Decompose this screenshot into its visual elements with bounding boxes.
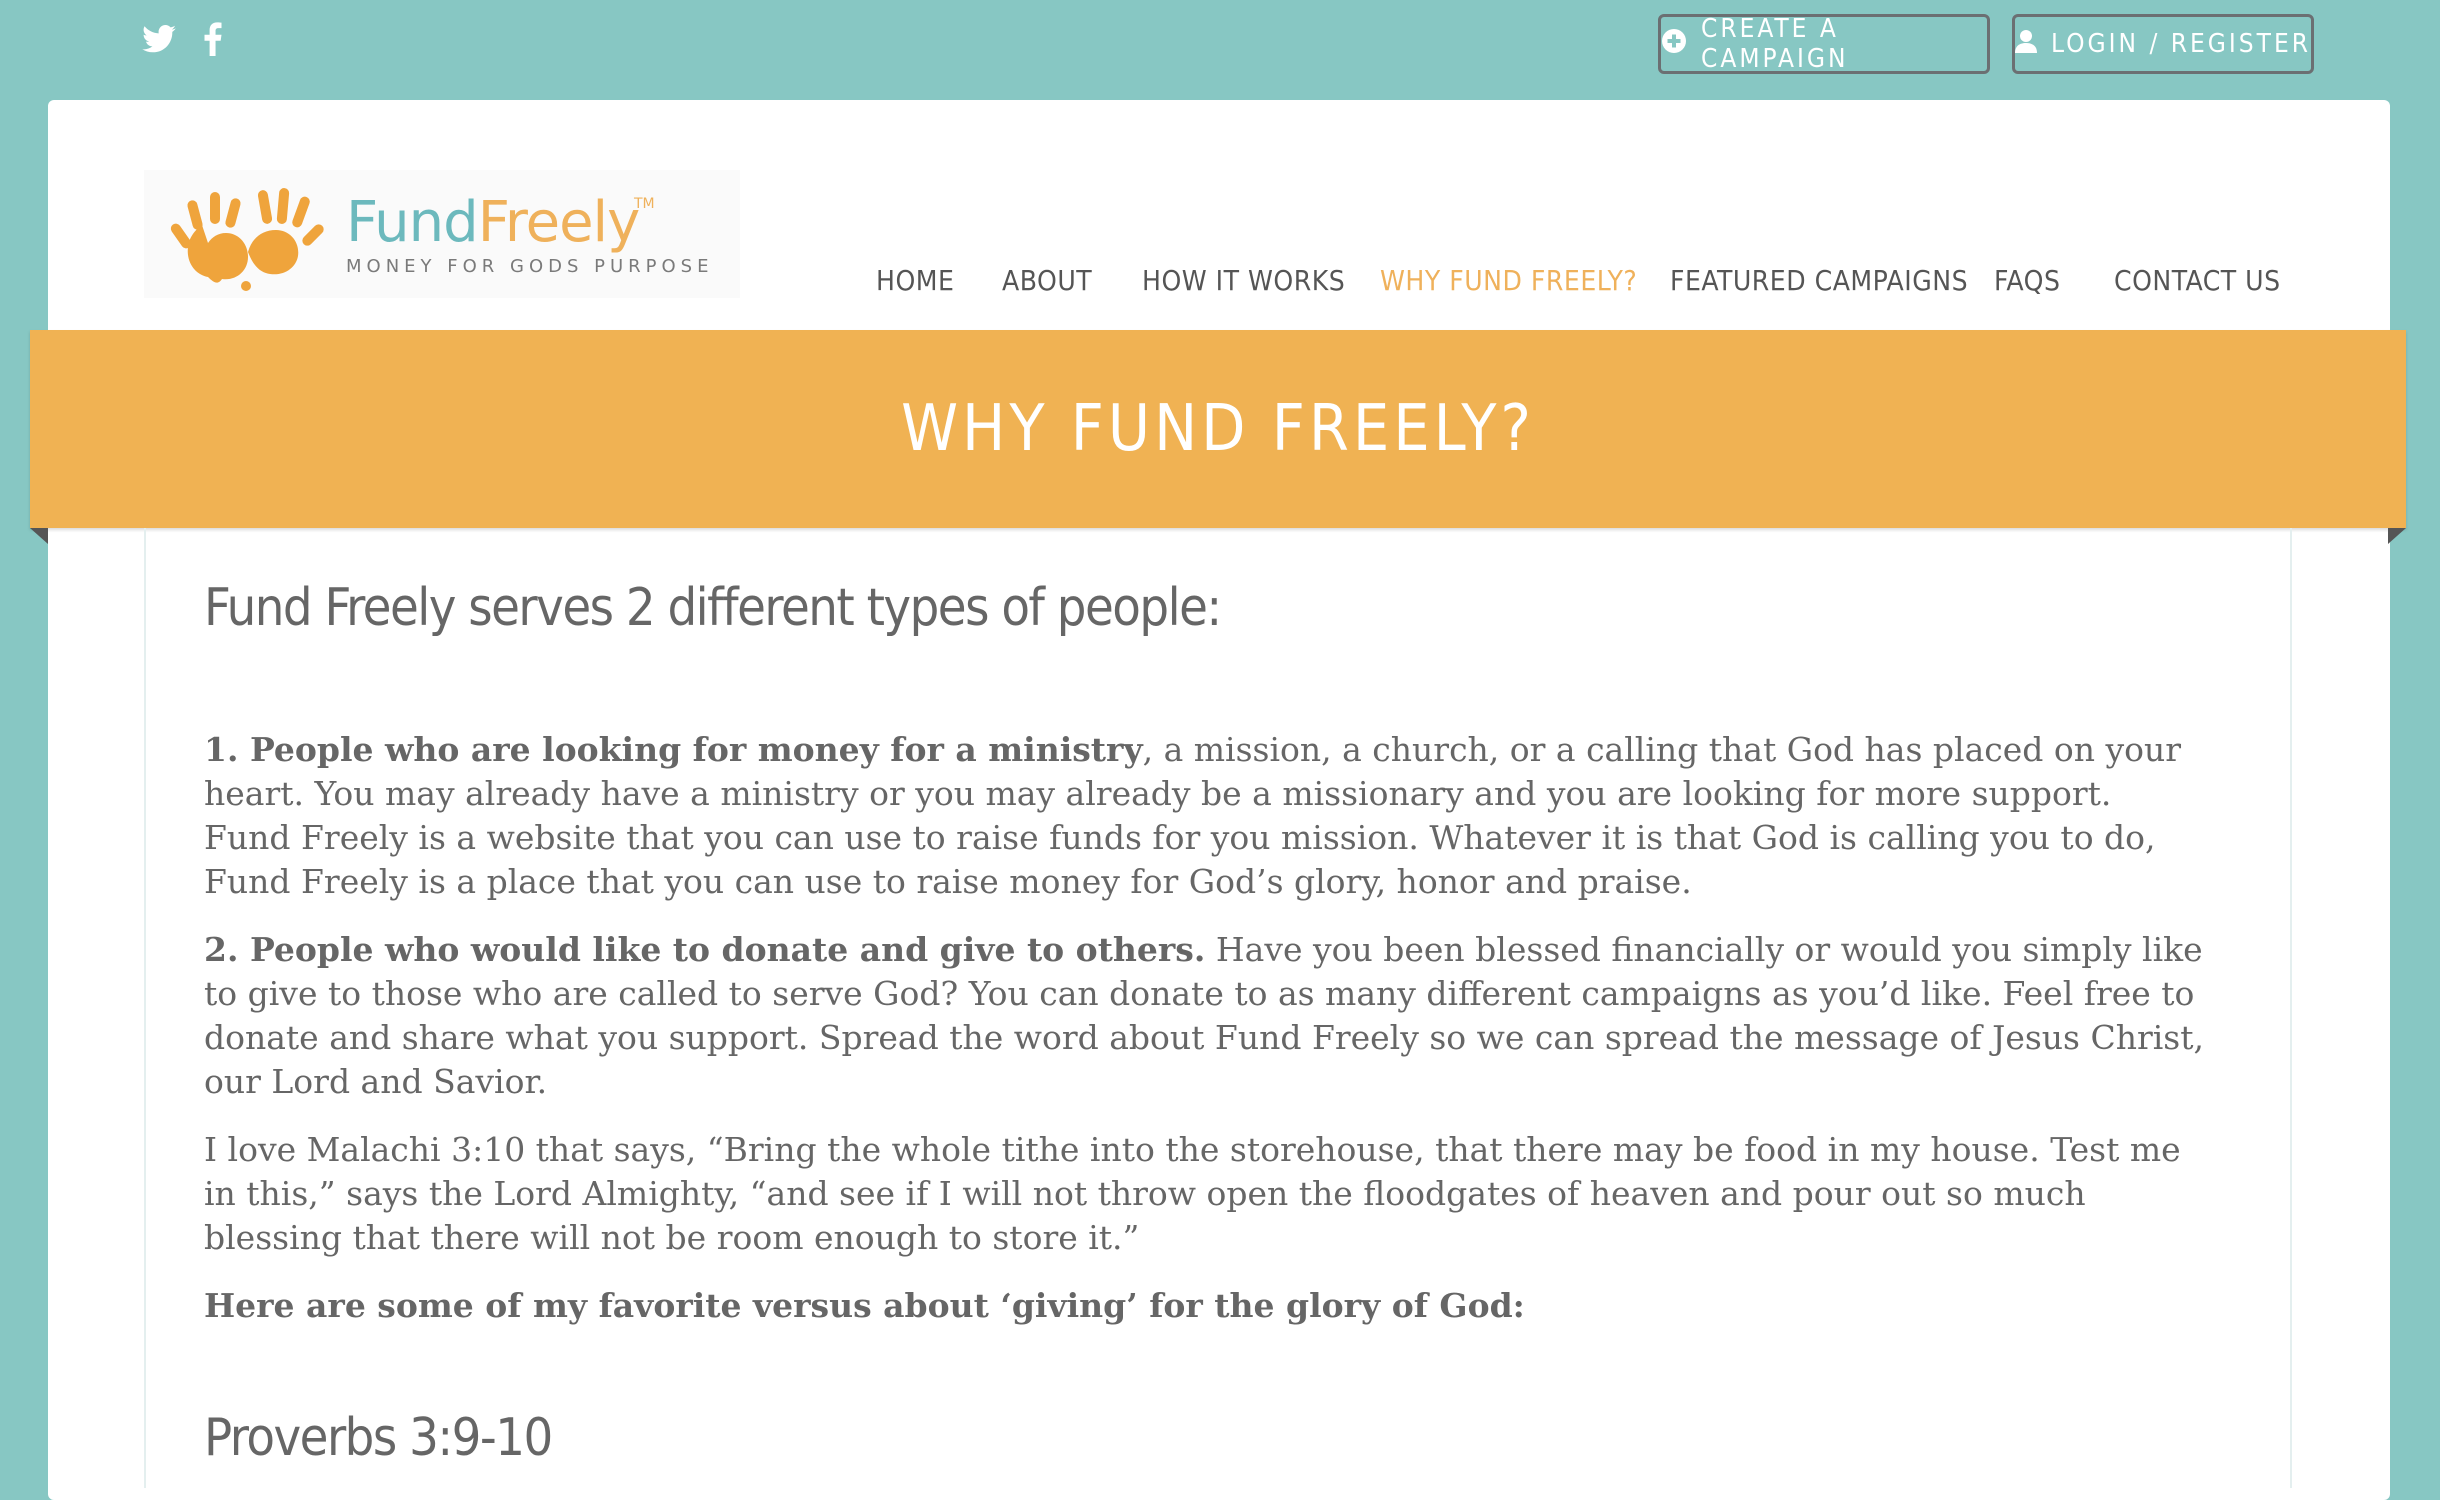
login-register-label: LOGIN / REGISTER: [2051, 29, 2311, 59]
verse-heading: Proverbs 3:9-10: [204, 1408, 552, 1468]
user-icon: [2015, 29, 2037, 60]
banner-fold-right: [2388, 528, 2406, 544]
paragraph-2: 2. People who would like to donate and give to others. Have you been blessed financially or would you simply like to give to those who are called to serve God? You can donate to as many different campaigns as you’d like. Feel free to donate and share what you support. Spread the word about Fund Freely so we can spread the message of Jesus Christ, our Lord and Savior.: [204, 930, 2204, 1101]
banner-fold-left: [30, 528, 48, 544]
login-register-button[interactable]: [2012, 14, 2314, 74]
social-links: [142, 22, 222, 61]
nav-faqs[interactable]: FAQS: [1994, 264, 2061, 297]
plus-circle-icon: [1661, 28, 1687, 61]
paragraph-3: I love Malachi 3:10 that says, “Bring the whole tithe into the storehouse, that there may be food in my house. Test me in this,” says the Lord Almighty, “and see if I will not throw open the floodgates of heaven and pour out so much blessing that there will not be room enough to store it.”: [204, 1130, 2181, 1257]
top-bar: [0, 0, 2440, 100]
nav-home[interactable]: HOME: [876, 264, 955, 297]
nav-about[interactable]: ABOUT: [1002, 264, 1093, 297]
paragraph-4: Here are some of my favorite versus about ‘giving’ for the glory of God:: [204, 1286, 1525, 1325]
nav-how-it-works[interactable]: HOW IT WORKS: [1142, 264, 1346, 297]
logo-wordmark: FundFreely: [346, 190, 640, 255]
nav-contact-us[interactable]: CONTACT US: [2114, 264, 2281, 297]
page-title: WHY FUND FREELY?: [901, 392, 1535, 466]
nav-why-fund-freely[interactable]: WHY FUND FREELY?: [1380, 264, 1638, 297]
twitter-icon[interactable]: [142, 25, 176, 58]
paragraph-1: 1. People who are looking for money for a ministry, a mission, a church, or a calling that God has placed on your heart. You may already have a ministry or you may already be a missionary and you are looking for more support. Fund Freely is a website that you can use to raise funds for you mission. Whatever it is that God is calling you to do, Fund Freely is a place that you can use to raise money for God’s glory, honor and praise.: [204, 730, 2182, 901]
trademark-mark: TM: [634, 196, 655, 212]
create-campaign-label: CREATE A CAMPAIGN: [1701, 14, 1849, 74]
logo-tagline: MONEY FOR GODS PURPOSE: [346, 256, 714, 277]
article-content: [204, 578, 2204, 1468]
nav-featured-campaigns[interactable]: FEATURED CAMPAIGNS: [1670, 264, 1969, 297]
page-title-banner: [30, 330, 2406, 528]
create-campaign-button[interactable]: [1658, 14, 1990, 74]
section-heading: Fund Freely serves 2 different types of people:: [204, 578, 1221, 638]
main-nav: [0, 264, 2440, 304]
facebook-icon[interactable]: [204, 22, 222, 61]
